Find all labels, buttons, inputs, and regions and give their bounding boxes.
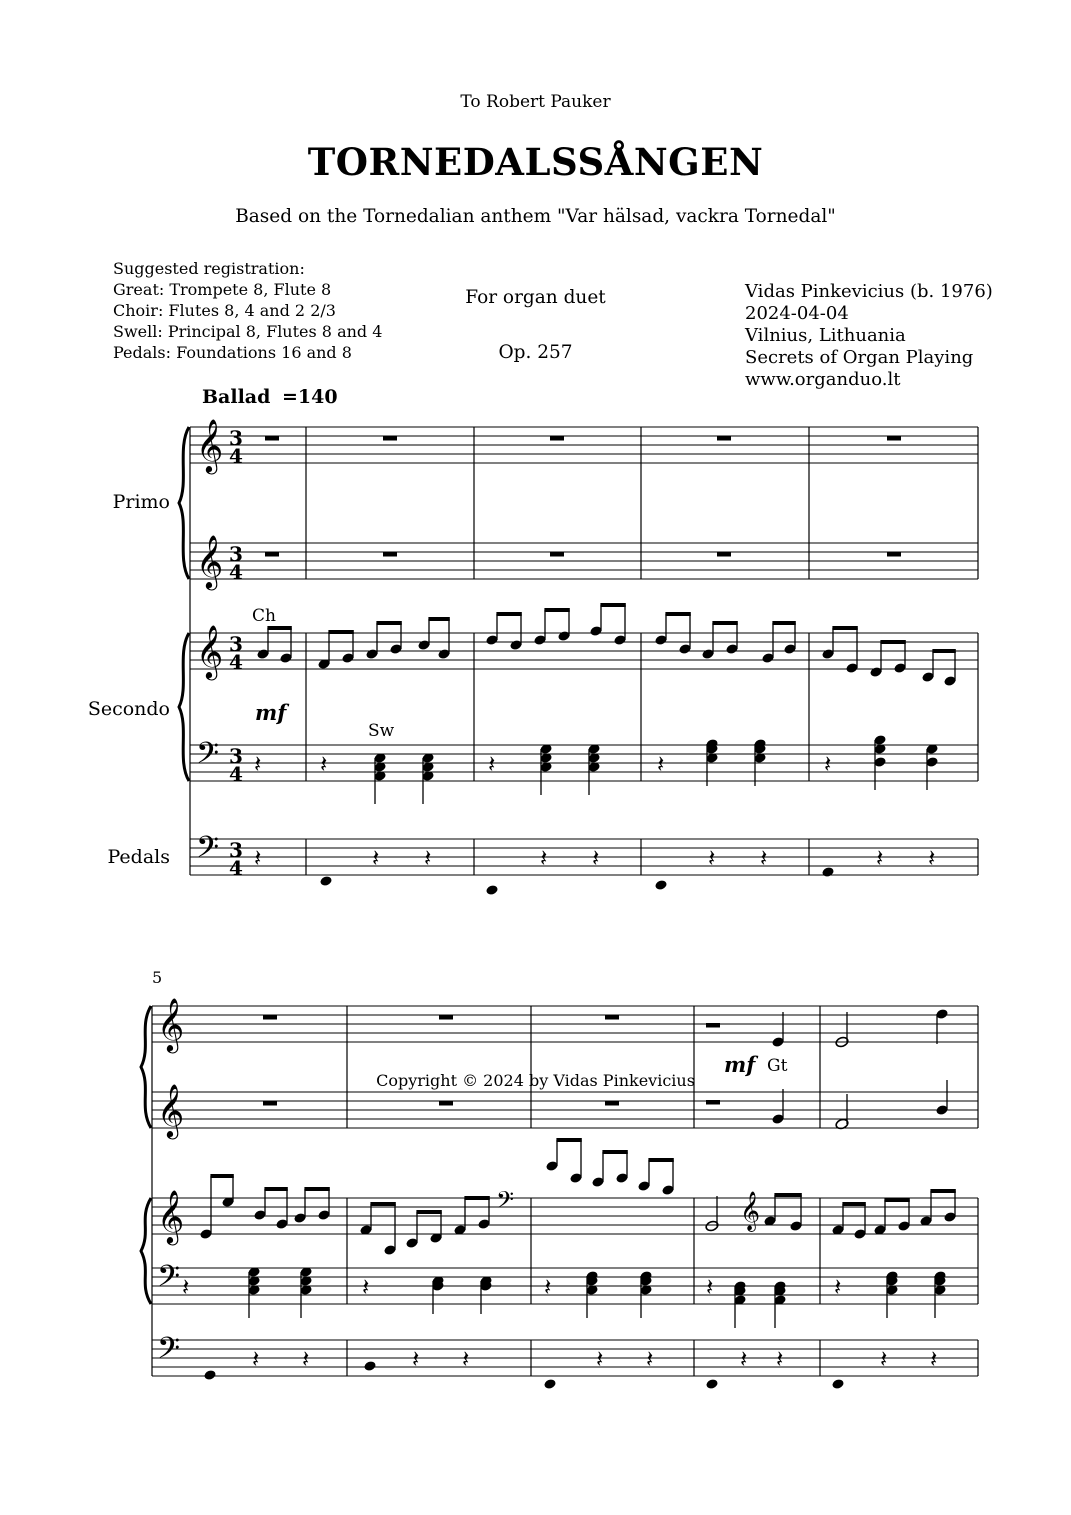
whole-rest bbox=[439, 1015, 453, 1020]
piece-subtitle: Based on the Tornedalian anthem "Var hälsad, vackra Tornedal" bbox=[235, 206, 836, 227]
time-signature-bottom: 4 bbox=[229, 650, 243, 674]
treble-clef: 𝄞 bbox=[157, 1189, 185, 1243]
beam bbox=[648, 1158, 673, 1162]
beam bbox=[774, 1193, 801, 1197]
brace bbox=[179, 427, 189, 579]
whole-rest bbox=[887, 552, 901, 557]
beam bbox=[602, 1150, 627, 1154]
time-signature-top: 3 bbox=[229, 744, 243, 768]
instrumentation: For organ duet bbox=[465, 287, 606, 308]
bass-clef-change: 𝄢 bbox=[496, 1186, 515, 1219]
treble-clef: 𝄞 bbox=[157, 997, 185, 1051]
composer-line: Secrets of Organ Playing bbox=[745, 347, 974, 368]
beam bbox=[304, 1187, 329, 1191]
time-signature-top: 3 bbox=[229, 542, 243, 566]
part-label-pedals: Pedals bbox=[107, 846, 170, 868]
whole-rest bbox=[717, 552, 731, 557]
quarter-rest: 𝄽 bbox=[320, 750, 328, 778]
quarter-rest: 𝄽 bbox=[302, 1345, 310, 1373]
beam bbox=[665, 612, 690, 616]
brace bbox=[141, 1198, 151, 1304]
time-signature-bottom: 4 bbox=[229, 444, 243, 468]
treble-clef-change: 𝄞 bbox=[740, 1191, 761, 1231]
beam bbox=[556, 1138, 581, 1142]
whole-rest bbox=[717, 436, 731, 441]
whole-rest bbox=[550, 552, 564, 557]
brace bbox=[179, 633, 189, 781]
composer-line: www.organduo.lt bbox=[745, 369, 901, 390]
whole-rest bbox=[439, 1101, 453, 1106]
beam bbox=[376, 621, 401, 625]
beam bbox=[712, 621, 737, 625]
time-signature-bottom: 4 bbox=[229, 560, 243, 584]
pedal-note bbox=[654, 879, 667, 891]
half-rest bbox=[706, 1023, 720, 1028]
quarter-rest: 𝄽 bbox=[254, 844, 262, 872]
quarter-rest: 𝄽 bbox=[544, 1273, 552, 1301]
quarter-rest: 𝄽 bbox=[834, 1273, 842, 1301]
beam bbox=[884, 1198, 909, 1202]
treble-clef: 𝄞 bbox=[196, 418, 224, 472]
quarter-rest: 𝄽 bbox=[930, 1345, 938, 1373]
pedal-note bbox=[543, 1378, 556, 1390]
opus-number: Op. 257 bbox=[498, 342, 573, 363]
beam bbox=[832, 626, 857, 630]
beam bbox=[772, 621, 795, 625]
pedal-note bbox=[319, 875, 332, 887]
treble-clef: 𝄞 bbox=[196, 534, 224, 588]
time-signature-top: 3 bbox=[229, 838, 243, 862]
beam bbox=[932, 649, 955, 653]
beam bbox=[328, 630, 353, 634]
time-signature-top: 3 bbox=[229, 632, 243, 656]
registration-line: Choir: Flutes 8, 4 and 2 2/3 bbox=[113, 301, 336, 320]
tempo-value: =140 bbox=[282, 386, 338, 408]
registration-line: Suggested registration: bbox=[113, 259, 305, 278]
time-signature-bottom: 4 bbox=[229, 762, 243, 786]
quarter-rest: 𝄽 bbox=[760, 844, 768, 872]
manual-choir-label: Ch bbox=[252, 606, 276, 626]
registration-line: Pedals: Foundations 16 and 8 bbox=[113, 343, 352, 362]
beam bbox=[210, 1174, 233, 1178]
dynamic-mf: mf bbox=[255, 700, 287, 725]
dynamic-mf: mf bbox=[724, 1052, 756, 1077]
piece-title: TORNEDALSSÅNGEN bbox=[307, 140, 764, 184]
music-marks bbox=[141, 418, 978, 1390]
pedal-note bbox=[705, 1378, 718, 1390]
manual-swell-label: Sw bbox=[368, 721, 395, 741]
quarter-rest: 𝄽 bbox=[540, 844, 548, 872]
pedal-note bbox=[203, 1369, 216, 1381]
treble-clef: 𝄞 bbox=[196, 624, 224, 678]
composer-line: Vidas Pinkevicius (b. 1976) bbox=[745, 281, 993, 302]
pedal-note bbox=[363, 1360, 376, 1372]
dedication: To Robert Pauker bbox=[460, 92, 611, 112]
pedal-note bbox=[821, 866, 834, 878]
quarter-rest: 𝄽 bbox=[657, 750, 665, 778]
quarter-rest: 𝄽 bbox=[646, 1345, 654, 1373]
quarter-rest: 𝄽 bbox=[488, 750, 496, 778]
quarter-rest: 𝄽 bbox=[424, 844, 432, 872]
half-rest bbox=[706, 1100, 720, 1105]
beam bbox=[544, 608, 569, 612]
whole-rest bbox=[383, 436, 397, 441]
part-label-primo: Primo bbox=[112, 491, 170, 513]
bass-clef: 𝄢 bbox=[157, 1332, 181, 1373]
beam bbox=[264, 1187, 287, 1191]
quarter-rest: 𝄽 bbox=[928, 844, 936, 872]
time-signature-bottom: 4 bbox=[229, 856, 243, 880]
quarter-rest: 𝄽 bbox=[596, 1345, 604, 1373]
whole-rest bbox=[605, 1015, 619, 1020]
quarter-rest: 𝄽 bbox=[362, 1273, 370, 1301]
quarter-rest: 𝄽 bbox=[372, 844, 380, 872]
quarter-rest: 𝄽 bbox=[876, 844, 884, 872]
beam bbox=[464, 1196, 489, 1200]
quarter-rest: 𝄽 bbox=[708, 844, 716, 872]
pedal-note bbox=[485, 884, 498, 896]
treble-clef: 𝄞 bbox=[157, 1083, 185, 1137]
beam bbox=[267, 626, 291, 630]
quarter-rest: 𝄽 bbox=[252, 1345, 260, 1373]
composer-line: 2024-04-04 bbox=[745, 303, 849, 324]
beam bbox=[880, 640, 905, 644]
whole-rest bbox=[887, 436, 901, 441]
quarter-rest: 𝄽 bbox=[776, 1345, 784, 1373]
measure-number: 5 bbox=[152, 968, 163, 987]
quarter-rest: 𝄽 bbox=[740, 1345, 748, 1373]
bass-clef: 𝄢 bbox=[196, 831, 220, 872]
beam bbox=[496, 612, 521, 616]
quarter-rest: 𝄽 bbox=[254, 750, 262, 778]
beam bbox=[600, 603, 625, 607]
registration-line: Great: Trompete 8, Flute 8 bbox=[113, 280, 332, 299]
registration-line: Swell: Principal 8, Flutes 8 and 4 bbox=[113, 322, 383, 341]
quarter-rest: 𝄽 bbox=[182, 1273, 190, 1301]
quarter-rest: 𝄽 bbox=[880, 1345, 888, 1373]
whole-rest bbox=[263, 1101, 277, 1106]
quarter-rest: 𝄽 bbox=[706, 1273, 714, 1301]
whole-rest bbox=[265, 436, 279, 441]
quarter-rest: 𝄽 bbox=[592, 844, 600, 872]
beam bbox=[842, 1202, 865, 1206]
tempo-word: Ballad bbox=[202, 386, 271, 408]
pedal-note bbox=[831, 1378, 844, 1390]
quarter-rest: 𝄽 bbox=[412, 1345, 420, 1373]
bass-clef: 𝄢 bbox=[157, 1260, 181, 1301]
beam bbox=[428, 617, 449, 621]
time-signature-top: 3 bbox=[229, 426, 243, 450]
whole-rest bbox=[383, 552, 397, 557]
whole-rest bbox=[550, 436, 564, 441]
beam bbox=[416, 1210, 441, 1214]
whole-rest bbox=[265, 552, 279, 557]
copyright: Copyright © 2024 by Vidas Pinkevicius bbox=[376, 1071, 695, 1090]
part-label-secondo: Secondo bbox=[87, 698, 170, 720]
composer-line: Vilnius, Lithuania bbox=[745, 325, 906, 346]
brace bbox=[141, 1006, 151, 1128]
manual-great-label: Gt bbox=[767, 1056, 788, 1076]
quarter-rest: 𝄽 bbox=[824, 750, 832, 778]
quarter-rest: 𝄽 bbox=[462, 1345, 470, 1373]
whole-rest bbox=[263, 1015, 277, 1020]
beam bbox=[930, 1189, 955, 1193]
bass-clef: 𝄢 bbox=[196, 737, 220, 778]
system-2-labels bbox=[152, 968, 788, 1077]
whole-rest bbox=[605, 1101, 619, 1106]
beam bbox=[370, 1202, 395, 1206]
